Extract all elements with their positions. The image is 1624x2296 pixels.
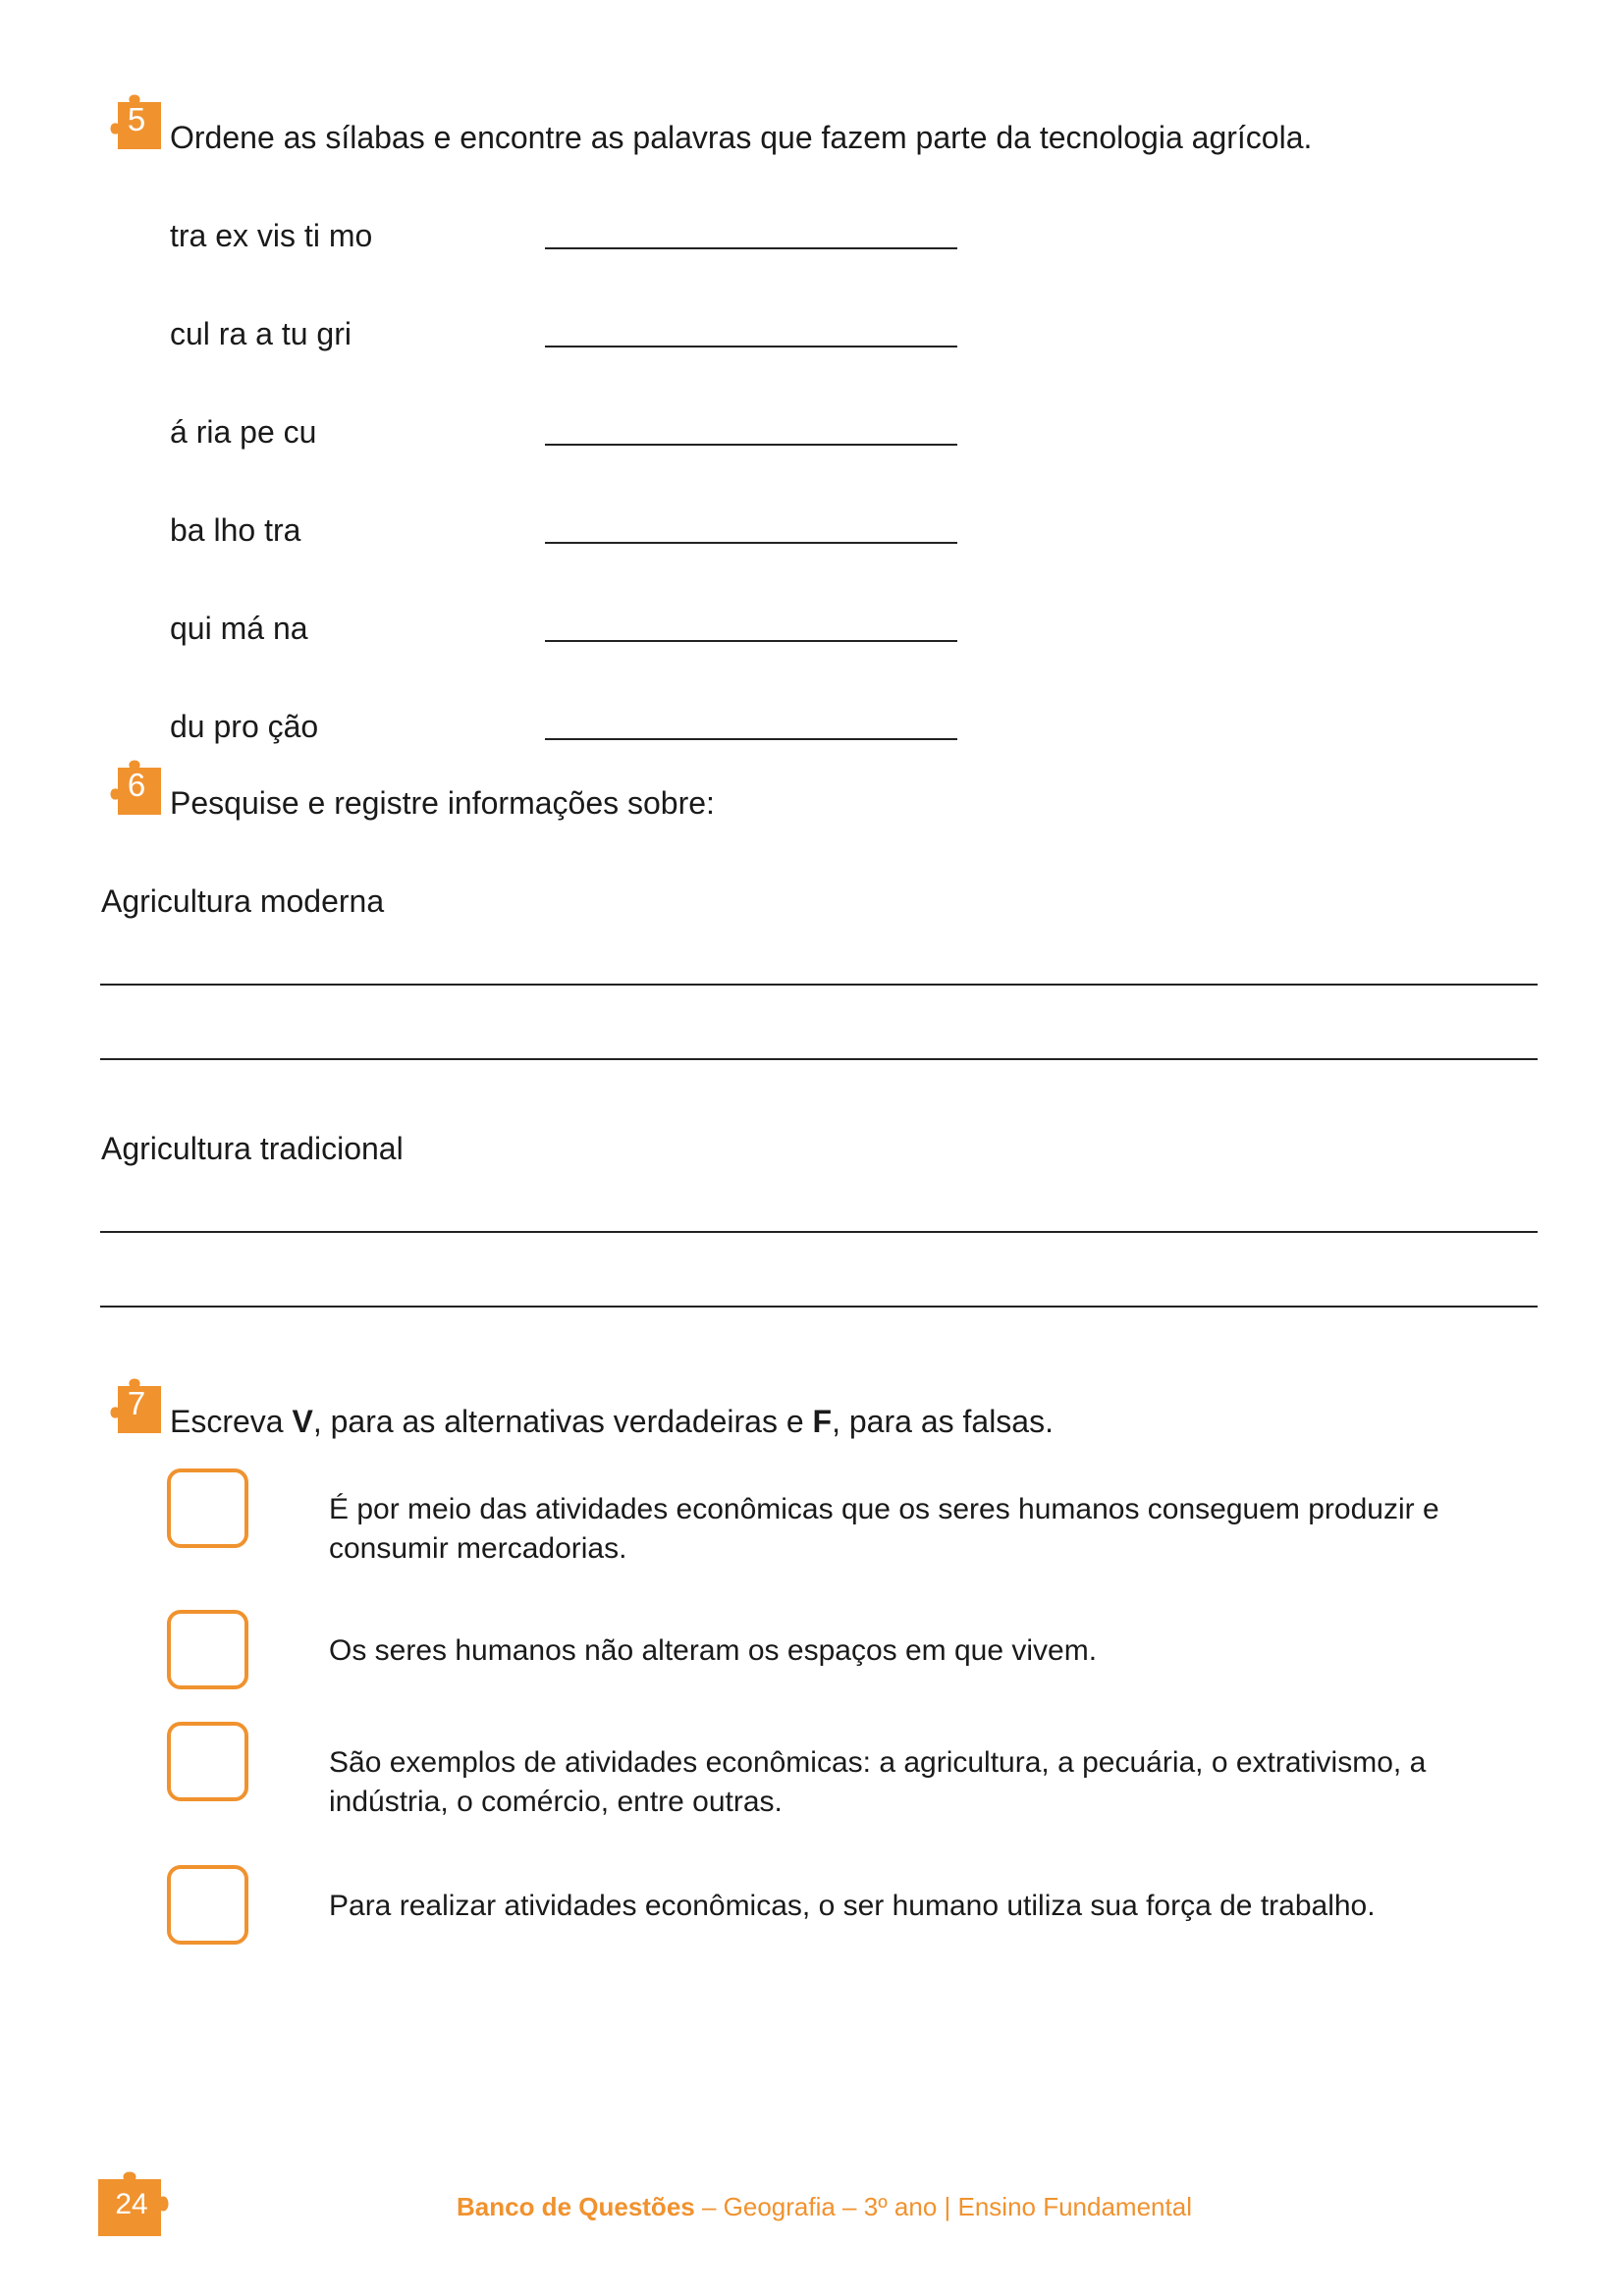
true-letter: V (292, 1404, 313, 1439)
answer-box-3[interactable] (167, 1722, 248, 1801)
statement-1: É por meio das atividades econômicas que os seres humanos conseguem produzir e consumir mercadorias. (329, 1493, 1439, 1565)
answer-box-4[interactable] (167, 1865, 248, 1945)
answer-line-3[interactable] (545, 444, 957, 446)
writing-line-traditional-2[interactable] (100, 1306, 1538, 1308)
syllable-item-6: du pro ção (170, 709, 319, 744)
topic-traditional-agriculture: Agricultura tradicional (101, 1131, 404, 1166)
syllable-item-2: cul ra a tu gri (170, 316, 352, 351)
answer-line-4[interactable] (545, 542, 957, 544)
writing-line-modern-1[interactable] (100, 984, 1538, 986)
answer-box-1[interactable] (167, 1468, 248, 1548)
question-5-badge (100, 90, 161, 149)
topic-modern-agriculture: Agricultura moderna (101, 883, 385, 919)
question-5-prompt: Ordene as sílabas e encontre as palavras que fazem parte da tecnologia agrícola. (170, 120, 1313, 155)
statement-3: São exemplos de atividades econômicas: a agricultura, a pecuária, o extrativismo, a indústria, o comércio, entre outras. (329, 1746, 1427, 1818)
statement-4: Para realizar atividades econômicas, o ser humano utiliza sua força de trabalho. (329, 1890, 1376, 1922)
syllable-item-3: á ria pe cu (170, 414, 317, 450)
question-number: 5 (127, 101, 146, 137)
question-6-badge (100, 756, 161, 815)
answer-line-2[interactable] (545, 346, 957, 347)
false-letter: F (812, 1404, 833, 1439)
writing-line-traditional-1[interactable] (100, 1231, 1538, 1233)
answer-box-2[interactable] (167, 1610, 248, 1689)
answer-line-6[interactable] (545, 738, 957, 740)
footer-title: Banco de Questões – Geografia – 3º ano | Ensino Fundamental (457, 2192, 1192, 2221)
question-number: 6 (127, 767, 146, 803)
question-7-badge (100, 1374, 161, 1433)
answer-line-1[interactable] (545, 247, 957, 249)
syllable-item-1: tra ex vis ti mo (170, 218, 373, 253)
question-number: 7 (127, 1385, 146, 1421)
syllable-item-4: ba lho tra (170, 512, 301, 548)
statement-2: Os seres humanos não alteram os espaços em que vivem. (329, 1634, 1098, 1667)
syllable-item-5: qui má na (170, 611, 308, 646)
question-7-prompt: Escreva V, para as alternativas verdadeiras e F, para as falsas. (170, 1404, 1054, 1439)
page-number-badge (98, 2171, 187, 2236)
answer-line-5[interactable] (545, 640, 957, 642)
writing-line-modern-2[interactable] (100, 1058, 1538, 1060)
page-number: 24 (115, 2188, 148, 2220)
question-6-prompt: Pesquise e registre informações sobre: (170, 785, 715, 821)
